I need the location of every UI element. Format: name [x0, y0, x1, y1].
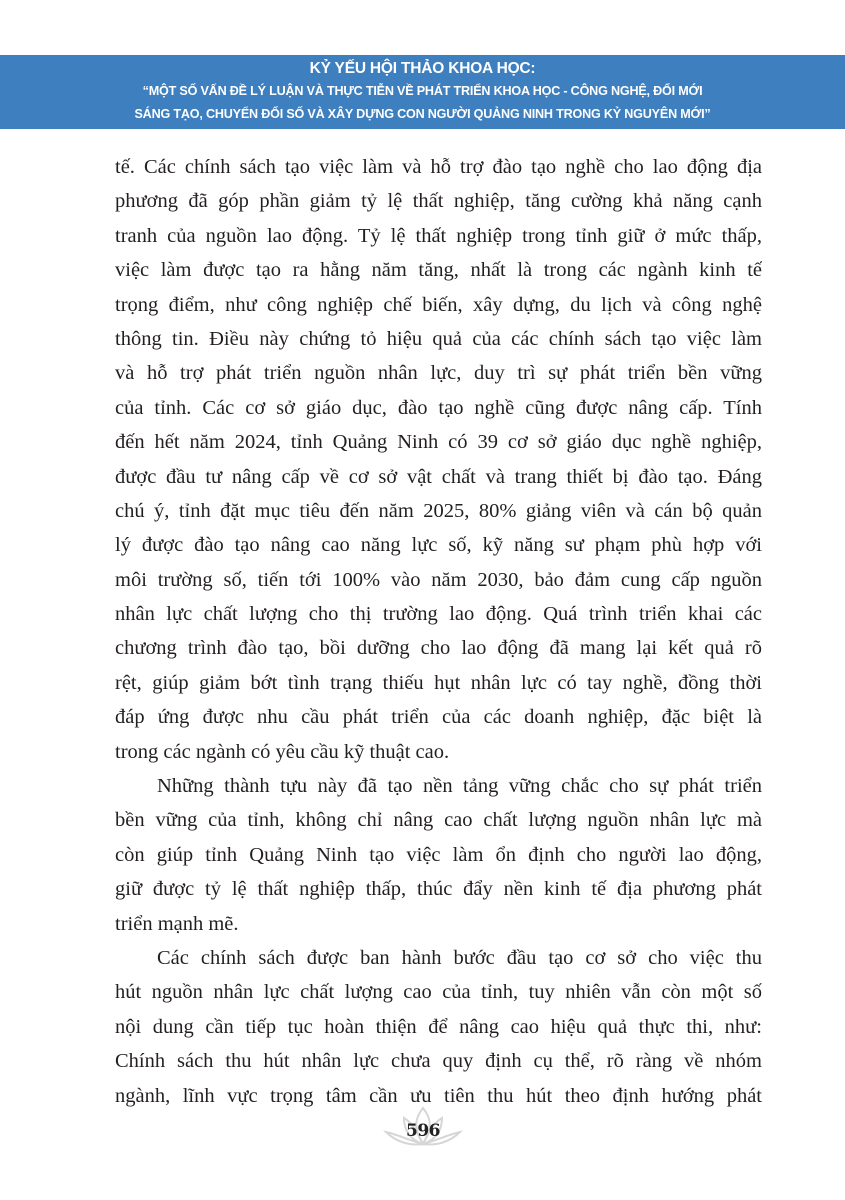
paragraph-first-line: Các chính sách được ban hành bước đầu tạo cơ sở cho việc thu — [157, 946, 762, 969]
text-line: được đầu tư nâng cấp về cơ sở vật chất và trang thiết bị đào tạo. Đáng — [115, 465, 762, 488]
text-line: triển mạnh mẽ. — [115, 912, 239, 935]
text-line: chương trình đào tạo, bồi dưỡng cho lao động đã mang lại kết quả rõ — [115, 637, 762, 660]
text-line: Chính sách thu hút nhân lực chưa quy định cụ thể, rõ ràng về nhóm — [115, 1050, 762, 1073]
header-title: KỶ YẾU HỘI THẢO KHOA HỌC: — [309, 60, 536, 77]
text-line: còn giúp tỉnh Quảng Ninh tạo việc làm ổn định cho người lao động, — [115, 843, 762, 866]
page-number: 596 — [406, 1121, 440, 1141]
text-line: và hỗ trợ phát triển nguồn nhân lực, duy trì sự phát triển bền vững — [115, 362, 762, 385]
text-line: hút nguồn nhân lực chất lượng cao của tỉnh, tuy nhiên vẫn còn một số — [115, 981, 762, 1004]
text-line: ngành, lĩnh vực trọng tâm cần ưu tiên thu hút theo định hướng phát — [115, 1084, 762, 1107]
header-subtitle-line-1: “MỘT SỐ VẤN ĐỀ LÝ LUẬN VÀ THỰC TIỄN VỀ PHÁT TRIỂN KHOA HỌC - CÔNG NGHỆ, ĐỔI MỚI — [142, 84, 703, 98]
header-subtitle-line-2: SÁNG TẠO, CHUYỂN ĐỔI SỐ VÀ XÂY DỰNG CON NGƯỜI QUẢNG NINH TRONG KỶ NGUYÊN MỚI” — [134, 107, 711, 121]
page-number-footer — [382, 1104, 464, 1150]
text-line: môi trường số, tiến tới 100% vào năm 2030, bảo đảm cung cấp nguồn — [115, 568, 762, 591]
body-text — [115, 150, 762, 1113]
text-line: trọng điểm, như công nghiệp chế biến, xây dựng, du lịch và công nghệ — [115, 293, 762, 316]
text-line: nội dung cần tiếp tục hoàn thiện để nâng cao hiệu quả thực thi, như: — [115, 1015, 762, 1038]
text-line: rệt, giúp giảm bớt tình trạng thiếu hụt nhân lực có tay nghề, đồng thời — [115, 671, 762, 694]
text-line: bền vững của tỉnh, không chỉ nâng cao chất lượng nguồn nhân lực mà — [115, 809, 762, 832]
paragraph-first-line: Những thành tựu này đã tạo nền tảng vững chắc cho sự phát triển — [157, 775, 762, 798]
text-line: phương đã góp phần giảm tỷ lệ thất nghiệp, tăng cường khả năng cạnh — [115, 190, 762, 213]
text-line: giữ được tỷ lệ thất nghiệp thấp, thúc đẩy nền kinh tế địa phương phát — [115, 878, 762, 901]
text-line: việc làm được tạo ra hằng năm tăng, nhất là trong các ngành kinh tế — [115, 259, 762, 282]
text-line: chú ý, tỉnh đặt mục tiêu đến năm 2025, 80% giảng viên và cán bộ quản — [115, 499, 762, 522]
text-line: đáp ứng được nhu cầu phát triển của các doanh nghiệp, đặc biệt là — [115, 706, 762, 729]
text-line: thông tin. Điều này chứng tỏ hiệu quả của các chính sách tạo việc làm — [115, 327, 762, 350]
header-banner — [0, 55, 845, 129]
text-line: tế. Các chính sách tạo việc làm và hỗ trợ đào tạo nghề cho lao động địa — [115, 156, 762, 178]
text-line: tranh của nguồn lao động. Tỷ lệ thất nghiệp trong tỉnh giữ ở mức thấp, — [115, 224, 762, 247]
text-line: nhân lực chất lượng cho thị trường lao động. Quá trình triển khai các — [115, 603, 762, 626]
text-line: của tỉnh. Các cơ sở giáo dục, đào tạo nghề cũng được nâng cấp. Tính — [115, 396, 762, 419]
text-line: đến hết năm 2024, tỉnh Quảng Ninh có 39 cơ sở giáo dục nghề nghiệp, — [115, 431, 762, 454]
text-line: lý được đào tạo nâng cao năng lực số, kỹ năng sư phạm phù hợp với — [115, 534, 762, 557]
text-line: trong các ngành có yêu cầu kỹ thuật cao. — [115, 740, 450, 763]
